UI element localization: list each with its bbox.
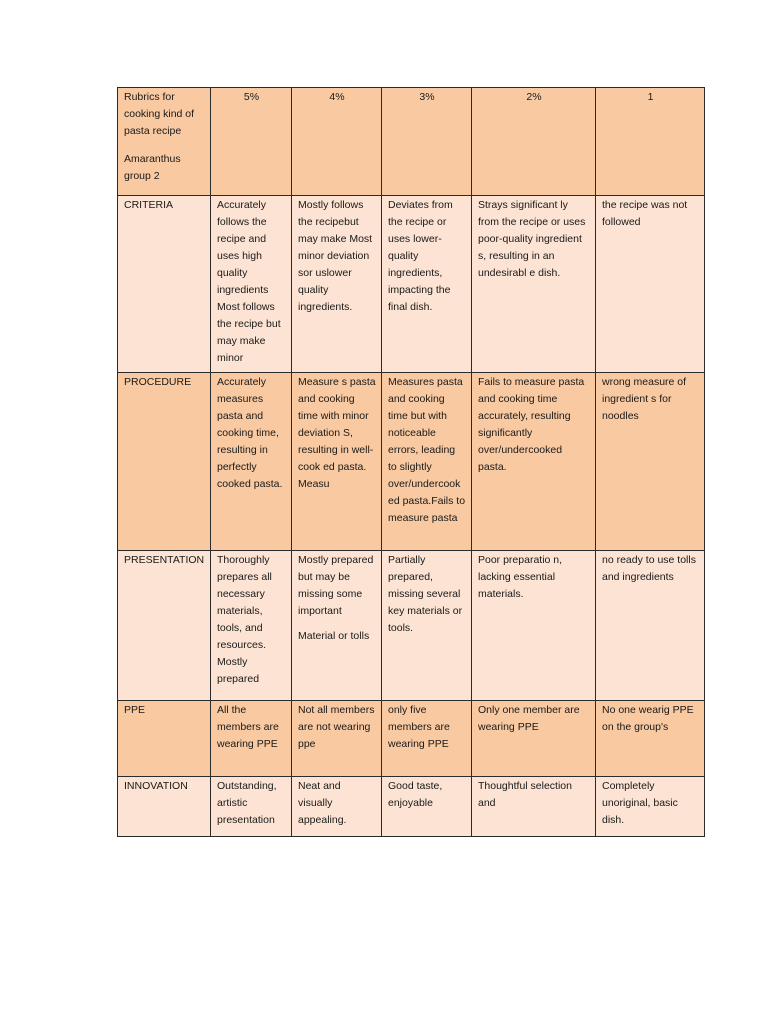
row-label-presentation: PRESENTATION — [118, 551, 211, 701]
presentation-cell-1: no ready to use tolls and ingredients — [596, 551, 705, 701]
row-label-procedure: PROCEDURE — [118, 373, 211, 551]
presentation-cell-5: Thoroughly prepares all necessary materials, tools, and resources. Mostly prepared — [211, 551, 292, 701]
procedure-cell-4: Measure s pasta and cooking time with minor deviation S, resulting in well-cook ed pasta. Measu — [292, 373, 382, 551]
level-1: 1 — [596, 88, 705, 196]
procedure-cell-5: Accurately measures pasta and cooking time, resulting in perfectly cooked pasta. — [211, 373, 292, 551]
presentation-cell-2: Poor preparatio n, lacking essential materials. — [472, 551, 596, 701]
criteria-cell-1: the recipe was not followed — [596, 196, 705, 373]
rubric-title: Rubrics for cooking kind of pasta recipe — [124, 91, 195, 137]
level-5-percent: 5% — [211, 88, 292, 196]
criteria-cell-2: Strays significant ly from the recipe or uses poor-quality ingredient s, resulting in an undesirabl e dish. — [472, 196, 596, 373]
criteria-cell-5: Accurately follows the recipe and uses high quality ingredients Most follows the recipe but may make minor — [211, 196, 292, 373]
group-name: Amaranthus group 2 — [124, 153, 181, 182]
presentation-cell-4-extra: Material or tolls — [298, 630, 370, 642]
criteria-row — [118, 196, 705, 373]
level-2-percent: 2% — [472, 88, 596, 196]
procedure-cell-3: Measures pasta and cooking time but with noticeable errors, leading to slightly over/undercook ed pasta.Fails to measure pasta — [382, 373, 472, 551]
presentation-row — [118, 551, 705, 701]
header-row — [118, 88, 705, 196]
presentation-cell-4 — [292, 551, 382, 701]
innovation-row — [118, 777, 705, 837]
innovation-cell-3: Good taste, enjoyable — [382, 777, 472, 837]
rubric-title-cell — [118, 88, 211, 196]
ppe-cell-1: No one wearig PPE on the group's — [596, 701, 705, 777]
innovation-cell-4: Neat and visually appealing. — [292, 777, 382, 837]
innovation-cell-5: Outstanding, artistic presentation — [211, 777, 292, 837]
ppe-cell-2: Only one member are wearing PPE — [472, 701, 596, 777]
ppe-cell-4: Not all members are not wearing ppe — [292, 701, 382, 777]
presentation-cell-3: Partially prepared, missing several key materials or tools. — [382, 551, 472, 701]
level-4-percent: 4% — [292, 88, 382, 196]
criteria-cell-3: Deviates from the recipe or uses lower-quality ingredients, impacting the final dish. — [382, 196, 472, 373]
level-3-percent: 3% — [382, 88, 472, 196]
row-label-innovation: INNOVATION — [118, 777, 211, 837]
row-label-ppe: PPE — [118, 701, 211, 777]
procedure-row — [118, 373, 705, 551]
row-label-criteria: CRITERIA — [118, 196, 211, 373]
innovation-cell-2: Thoughtful selection and — [472, 777, 596, 837]
ppe-row — [118, 701, 705, 777]
ppe-cell-5: All the members are wearing PPE — [211, 701, 292, 777]
criteria-cell-4: Mostly follows the recipebut may make Most minor deviation sor uslower quality ingredients. — [292, 196, 382, 373]
ppe-cell-3: only five members are wearing PPE — [382, 701, 472, 777]
innovation-cell-1: Completely unoriginal, basic dish. — [596, 777, 705, 837]
presentation-cell-4-text: Mostly prepared but may be missing some important — [298, 554, 374, 617]
procedure-cell-2: Fails to measure pasta and cooking time accurately, resulting significantly over/undercooked pasta. — [472, 373, 596, 551]
rubric-table — [117, 87, 705, 837]
procedure-cell-1: wrong measure of ingredient s for noodles — [596, 373, 705, 551]
